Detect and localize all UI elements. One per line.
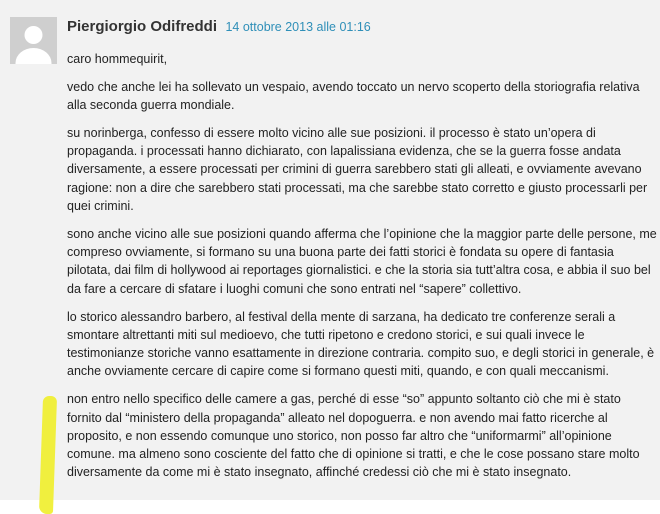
avatar (10, 17, 57, 64)
comment-body (67, 50, 657, 491)
comment-paragraph: su norinberga, confesso di essere molto vicino alle sue posizioni. il processo è stato un’opera di propaganda. i processati hanno dichiarato, con lapalissiana evidenza, che se la guerra fosse andata diversamente, a essere processati per crimini di guerra sarebbero stati gli alleati, e ovviamente avevano ragione: non a dire che sarebbero stati processati, ma che sarebbe stato corretto e giusto processarli per quei crimini. (67, 125, 648, 214)
comment-paragraph: vedo che anche lei ha sollevato un vespaio, avendo toccato un nervo scoperto della storiografia relativa alla seconda guerra mondiale. (67, 79, 640, 113)
comment-paragraph: sono anche vicino alle sue posizioni quando afferma che l’opinione che la maggior parte delle persone, me compreso ovviamente, si formano su una buona parte dei fatti storici è fondata su opere di fantasia pilotata, dai film di hollywood ai reportages giornalistici. e che la storia sia tutt’altra cosa, e abbia il suo bel da fare a cercare di sfatare i luoghi comuni che sono entrati nel “sapere” collettivo. (67, 226, 657, 296)
comment-paragraph: lo storico alessandro barbero, al festival della mente di sarzana, ha dedicato tre conferenze serali a smontare altrettanti miti sul medioevo, che tutti ripetono e credono storici, e sui quali invece le testimonianze storiche vanno esattamente in direzione contraria. compito suo, e degli storici in generale, è anche ovviamente cercare di capire come si formano questi miti, quando, e con quali meccanismi. (67, 309, 655, 379)
comment-paragraph: non entro nello specifico delle camere a gas, perché di esse “so” appunto soltanto ciò che mi è stato fornito dal “ministero della propaganda” alleato nel dopoguerra. e non avendo mai fatto ricerche al proposito, e non essendo comunque uno storico, non posso far altro che “uniformarmi” all’opinione comune. ma almeno sono cosciente del fatto che di opinione si tratti, e che le cose possano stare molto diversamente da come mi è stato insegnato, affinché credessi ciò che mi è stato insegnato. (67, 392, 640, 480)
user-silhouette-icon (10, 17, 57, 64)
comment-header (67, 18, 371, 36)
author-name: Piergiorgio Odifreddi (67, 18, 218, 35)
comment-paragraph: caro hommequirit, (67, 52, 168, 66)
comment-date-link[interactable]: 14 ottobre 2013 alle 01:16 (225, 20, 371, 34)
